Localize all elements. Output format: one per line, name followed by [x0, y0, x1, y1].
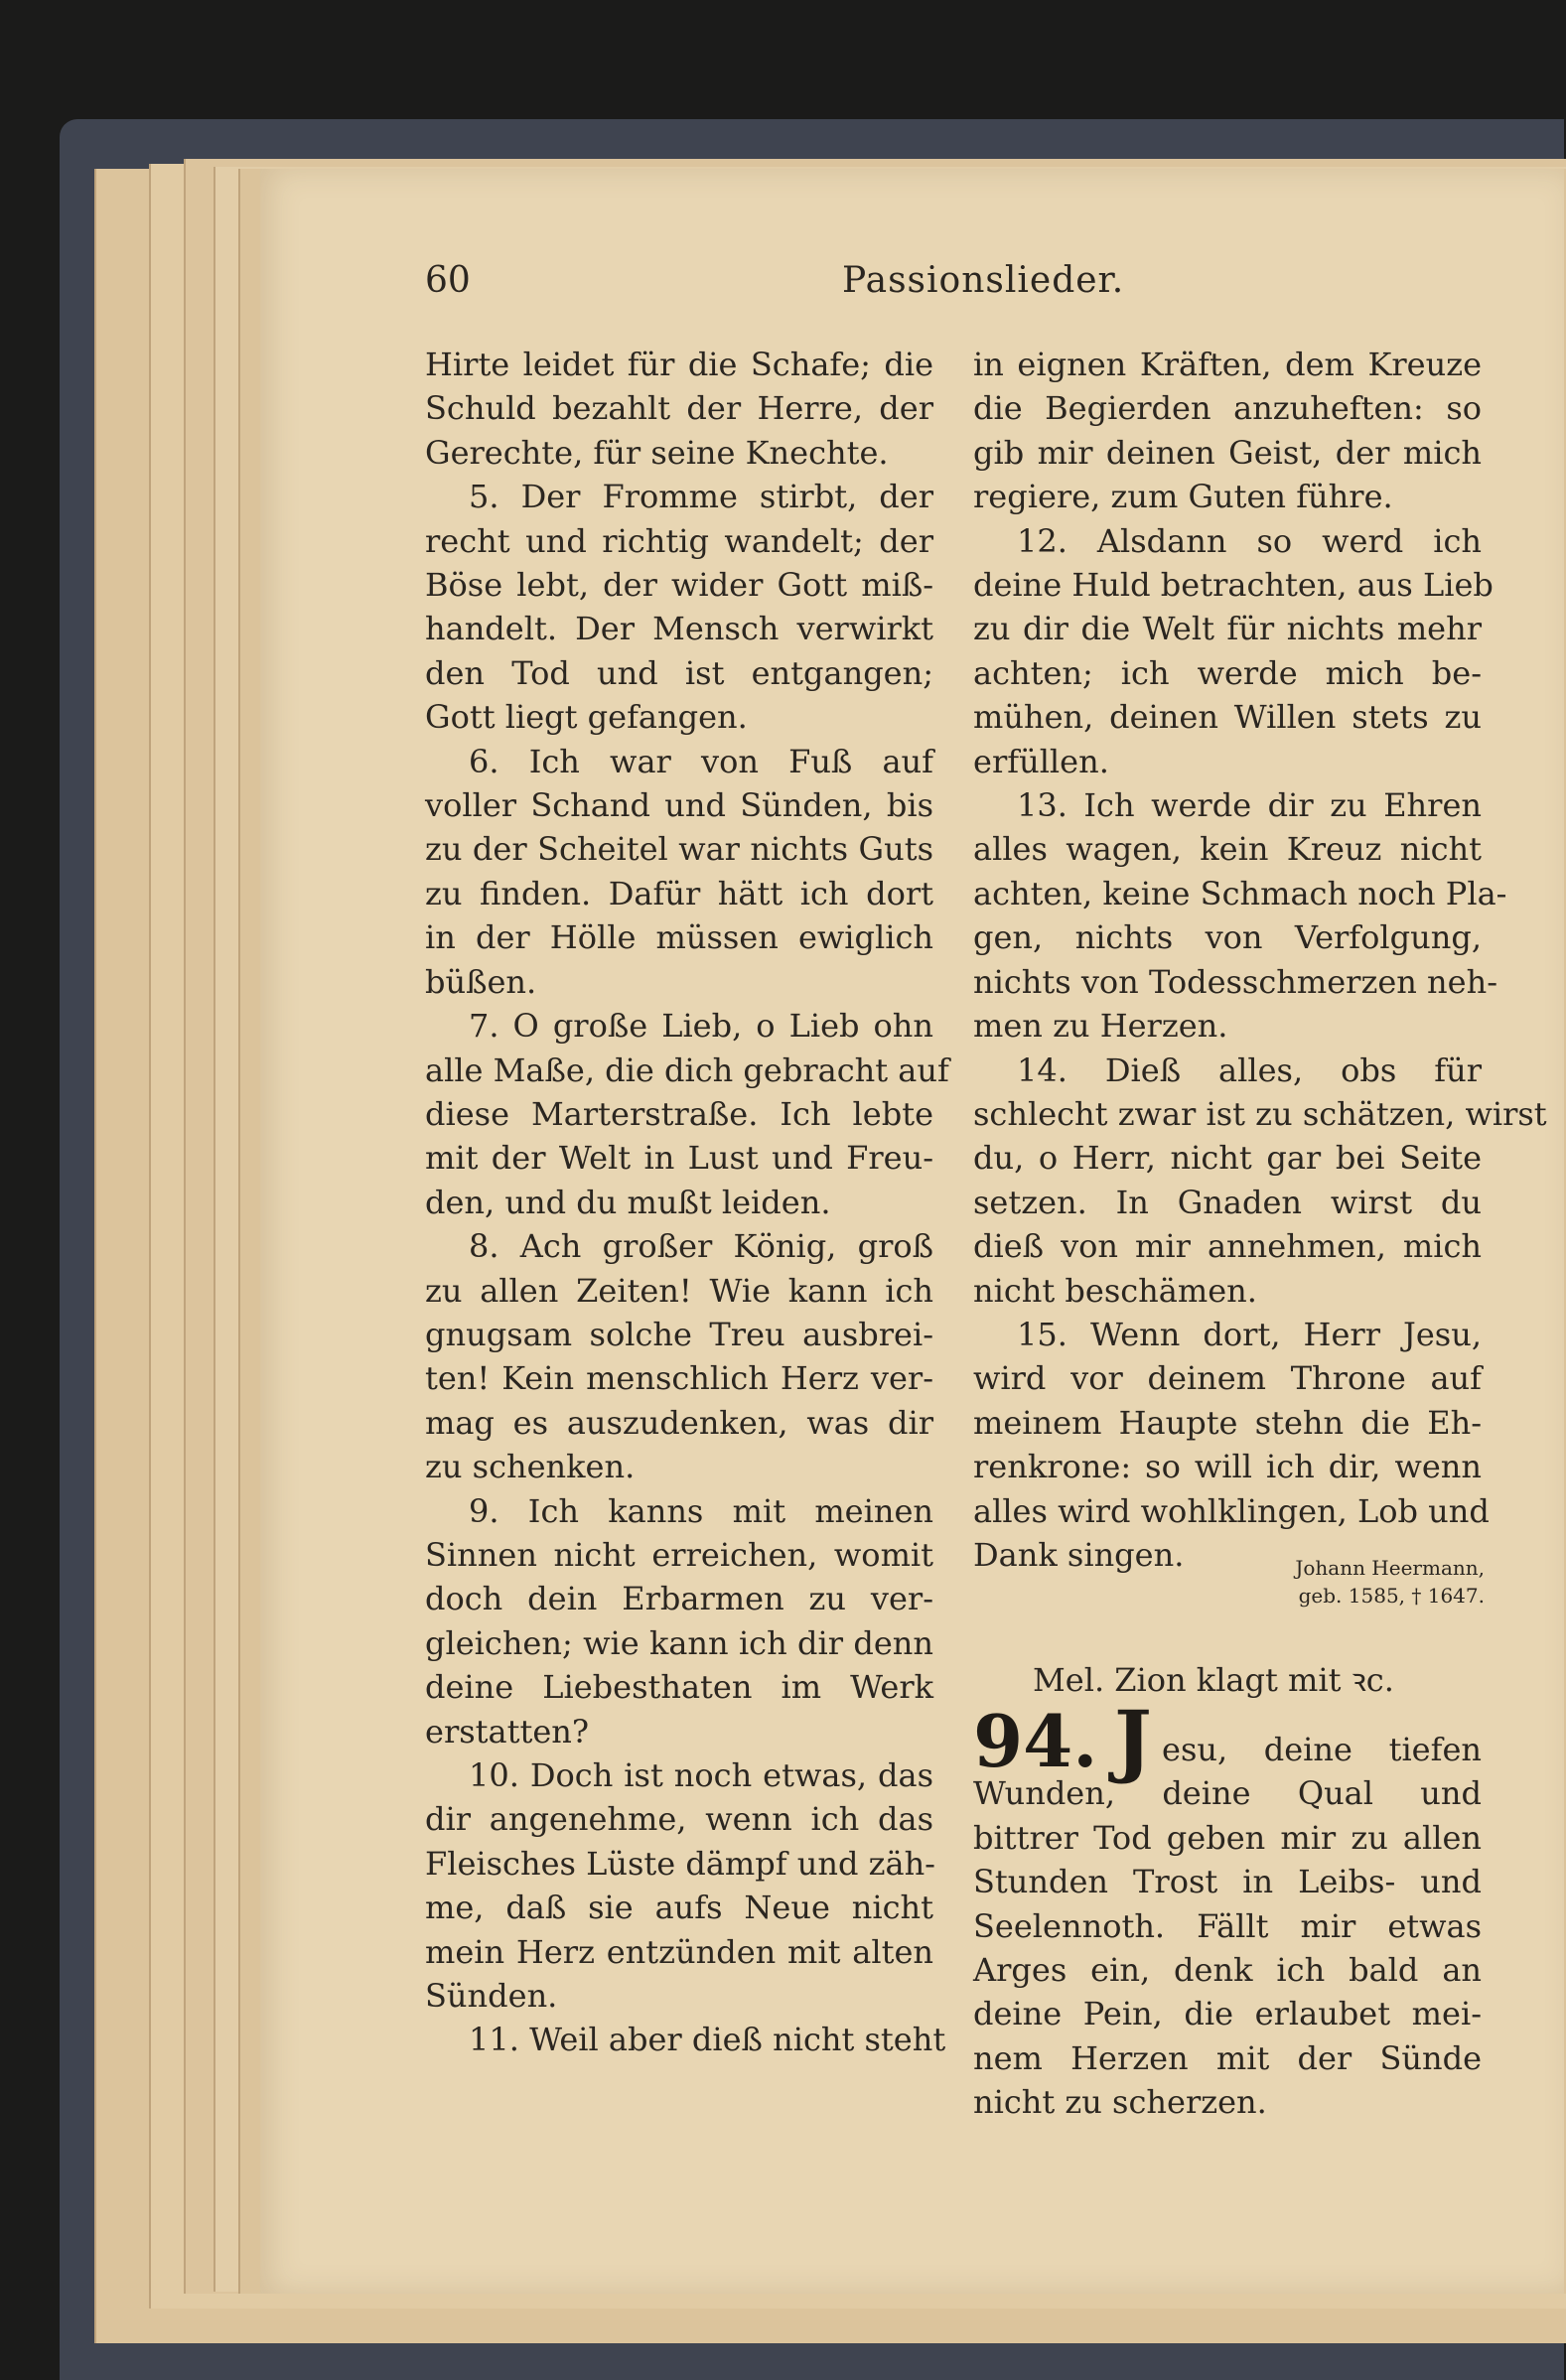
text-line: mein Herz entzünden mit alten: [425, 1932, 933, 1971]
text-line: Böse lebt, der wider Gott miß-: [425, 566, 933, 605]
text-line: meinem Haupte stehn die Eh-: [973, 1403, 1482, 1442]
text-line: gen, nichts von Verfolgung,: [973, 918, 1482, 957]
text-line: zu schenken.: [425, 1448, 636, 1486]
author-attribution: [1226, 1554, 1485, 1610]
text-line: deine Liebesthaten im Werk: [425, 1668, 933, 1707]
text-line: zu dir die Welt für nichts mehr: [973, 610, 1482, 648]
text-line: 14. Dieß alles, obs für: [1017, 1050, 1482, 1089]
text-line: Stunden Trost in Leibs- und: [973, 1863, 1482, 1901]
text-line: setzen. In Gnaden wirst du: [973, 1183, 1482, 1221]
text-line: ten! Kein menschlich Herz ver-: [425, 1359, 933, 1398]
text-line: nicht beschämen.: [973, 1271, 1257, 1310]
text-line: wird vor deinem Throne auf: [973, 1359, 1482, 1398]
text-line: deine Huld betrachten, aus Lieb: [973, 566, 1494, 605]
text-line: diese Marterstraße. Ich lebte: [425, 1094, 933, 1133]
text-line: erfüllen.: [973, 742, 1109, 780]
text-line: den, und du mußt leiden.: [425, 1183, 831, 1221]
text-line: 7. O große Lieb, o Lieb ohn: [469, 1007, 933, 1046]
text-line: 8. Ach großer König, groß: [469, 1227, 933, 1266]
text-line: gleichen; wie kann ich dir denn: [425, 1623, 933, 1662]
text-line: in der Hölle müssen ewiglich: [425, 918, 933, 957]
text-line: 10. Doch ist noch etwas, das: [469, 1756, 933, 1794]
drop-cap: J: [1114, 1693, 1152, 1786]
text-line: bittrer Tod geben mir zu allen: [973, 1818, 1482, 1857]
text-line: men zu Herzen.: [973, 1007, 1228, 1046]
text-line: nem Herzen mit der Sünde: [973, 2038, 1482, 2077]
text-line: alles wird wohlklingen, Lob und: [973, 1491, 1490, 1530]
text-line: Arges ein, denk ich bald an: [973, 1951, 1482, 1990]
text-line: 6. Ich war von Fuß auf: [469, 742, 933, 780]
text-line: gnugsam solche Treu ausbrei-: [425, 1315, 933, 1353]
text-line: voller Schand und Sünden, bis: [425, 786, 933, 825]
text-line: mit der Welt in Lust und Freu-: [425, 1139, 933, 1178]
text-line: dir angenehme, wenn ich das: [425, 1800, 933, 1839]
text-line: 5. Der Fromme stirbt, der: [469, 478, 933, 516]
hymn-94-text: [973, 1728, 1482, 2125]
text-line: Schuld bezahlt der Herre, der: [425, 389, 933, 428]
text-line: doch dein Erbarmen zu ver-: [425, 1580, 933, 1618]
text-line: du, o Herr, nicht gar bei Seite: [973, 1139, 1482, 1178]
text-line: mag es auszudenken, was dir: [425, 1403, 933, 1442]
author-name: Johann Heermann,: [1295, 1556, 1485, 1580]
author-dates: geb. 1585, † 1647.: [1298, 1584, 1485, 1608]
text-line: achten, keine Schmach noch Pla-: [973, 874, 1507, 912]
hymn-number: 94.: [973, 1699, 1098, 1783]
text-line: deine Pein, die erlaubet mei-: [973, 1995, 1482, 2033]
text-line: me, daß sie aufs Neue nicht: [425, 1889, 933, 1927]
right-column: [973, 343, 1547, 1577]
text-line: nicht zu scherzen.: [973, 2083, 1267, 2122]
text-line: regiere, zum Guten führe.: [973, 478, 1393, 516]
text-line: 12. Alsdann so werd ich: [1017, 521, 1482, 560]
text-line: gib mir deinen Geist, der mich: [973, 433, 1482, 472]
text-line: Sinnen nicht erreichen, womit: [425, 1535, 933, 1574]
text-line: in eignen Kräften, dem Kreuze: [973, 346, 1482, 383]
running-head: Passionslieder.: [842, 260, 1125, 301]
text-line: Seelennoth. Fällt mir etwas: [973, 1906, 1482, 1945]
text-line: den Tod und ist entgangen;: [425, 653, 933, 692]
text-line: Gott liegt gefangen.: [425, 698, 748, 737]
text-line: Wunden, deine Qual und: [973, 1774, 1482, 1813]
text-line: achten; ich werde mich be-: [973, 653, 1482, 692]
text-line: recht und richtig wandelt; der: [425, 521, 933, 560]
text-line: nichts von Todesschmerzen neh-: [973, 962, 1497, 1001]
text-line: Hirte leidet für die Schafe; die: [425, 346, 933, 383]
text-line: zu allen Zeiten! Wie kann ich: [425, 1271, 933, 1310]
left-column: [425, 343, 949, 2062]
text-line: Fleisches Lüste dämpf und zäh-: [425, 1844, 935, 1883]
text-line: 9. Ich kanns mit meinen: [469, 1491, 933, 1530]
text-line: dieß von mir annehmen, mich: [973, 1227, 1482, 1266]
text-line: esu, deine tiefen: [1162, 1731, 1482, 1768]
text-line: 13. Ich werde dir zu Ehren: [1017, 786, 1482, 825]
text-line: die Begierden anzuheften: so: [973, 389, 1482, 428]
text-line: 15. Wenn dort, Herr Jesu,: [1017, 1315, 1482, 1353]
text-line: handelt. Der Mensch verwirkt: [425, 610, 933, 648]
page-header: [425, 260, 1125, 310]
text-line: renkrone: so will ich dir, wenn: [973, 1448, 1482, 1486]
text-line: erstatten?: [425, 1712, 590, 1750]
text-line: Gerechte, für seine Knechte.: [425, 433, 889, 472]
text-line: Sünden.: [425, 1977, 558, 2016]
page-number: 60: [425, 260, 471, 301]
text-line: alle Maße, die dich gebracht auf: [425, 1050, 949, 1089]
text-line: büßen.: [425, 962, 537, 1001]
melody-indication: Mel. Zion klagt mit ꝛc.: [1033, 1661, 1394, 1699]
text-line: mühen, deinen Willen stets zu: [973, 698, 1482, 737]
text-line: zu finden. Dafür hätt ich dort: [425, 874, 933, 912]
text-line: 11. Weil aber dieß nicht steht: [469, 2021, 946, 2059]
text-line: schlecht zwar ist zu schätzen, wirst: [973, 1094, 1547, 1133]
text-line: zu der Scheitel war nichts Guts: [425, 830, 933, 869]
text-line: alles wagen, kein Kreuz nicht: [973, 830, 1482, 869]
text-line: Dank singen.: [973, 1535, 1185, 1574]
